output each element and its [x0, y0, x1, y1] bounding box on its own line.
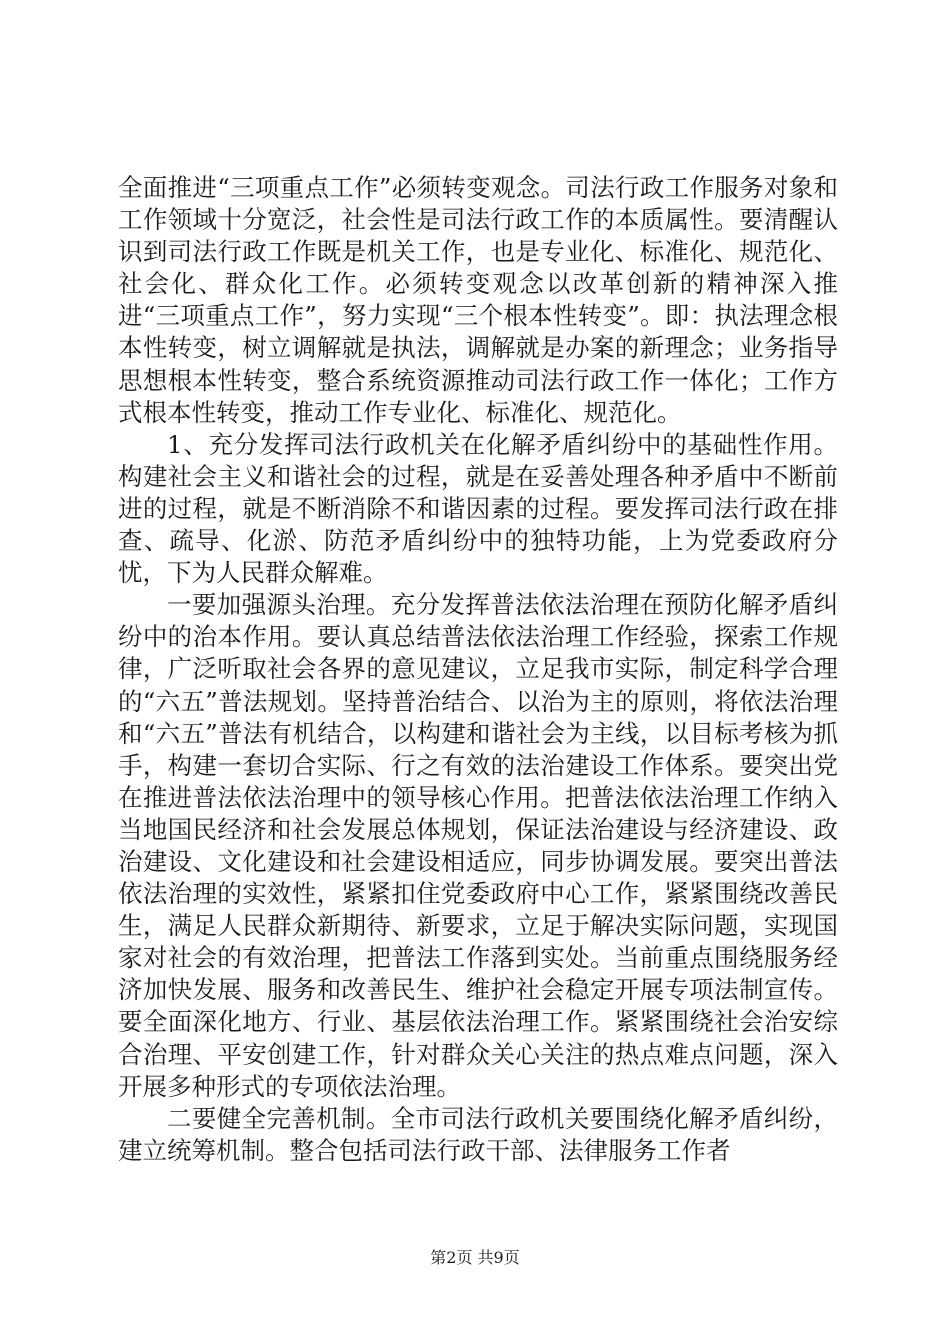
document-body	[118, 172, 838, 1167]
page-number: 第2页 共9页	[430, 1248, 520, 1267]
page-footer	[0, 1245, 950, 1268]
paragraph: 全面推进“三项重点工作”必须转变观念。司法行政工作服务对象和工作领域十分宽泛，社会性是司法行政工作的本质属性。要清醒认识到司法行政工作既是机关工作，也是专业化、标准化、规范化、社会化、群众化工作。必须转变观念以改革创新的精神深入推进“三项重点工作”，努力实现“三个根本性转变”。即：执法理念根本性转变，树立调解就是执法，调解就是办案的新理念；业务指导思想根本性转变，整合系统资源推动司法行政工作一体化；工作方式根本性转变，推动工作专业化、标准化、规范化。	[118, 173, 838, 427]
paragraph: 一要加强源头治理。充分发挥普法依法治理在预防化解矛盾纠纷中的治本作用。要认真总结普法依法治理工作经验，探索工作规律，广泛听取社会各界的意见建议，立足我市实际，制定科学合理的“六五”普法规划。坚持普治结合、以治为主的原则，将依法治理和“六五”普法有机结合，以构建和谐社会为主线，以目标考核为抓手，构建一套切合实际、行之有效的法治建设工作体系。要突出党在推进普法依法治理中的领导核心作用。把普法依法治理工作纳入当地国民经济和社会发展总体规划，保证法治建设与经济建设、政治建设、文化建设和社会建设相适应，同步协调发展。要突出普法依法治理的实效性，紧紧扣住党委政府中心工作，紧紧围绕改善民生，满足人民群众新期待、新要求，立足于解决实际问题，实现国家对社会的有效治理，把普法工作落到实处。当前重点围绕服务经济加快发展、服务和改善民生、维护社会稳定开展专项法制宣传。要全面深化地方、行业、基层依法治理工作。紧紧围绕社会治安综合治理、平安创建工作，针对群众关心关注的热点难点问题，深入开展多种形式的专项依法治理。	[118, 590, 838, 1101]
paragraph: 二要健全完善机制。全市司法行政机关要围绕化解矛盾纠纷，建立统筹机制。整合包括司法行政干部、法律服务工作者	[118, 1103, 838, 1165]
paragraph: 1、充分发挥司法行政机关在化解矛盾纠纷中的基础性作用。构建社会主义和谐社会的过程，就是在妥善处理各种矛盾中不断前进的过程，就是不断消除不和谐因素的过程。要发挥司法行政在排查、疏导、化淤、防范矛盾纠纷中的独特功能，上为党委政府分忧，下为人民群众解难。	[118, 429, 838, 588]
